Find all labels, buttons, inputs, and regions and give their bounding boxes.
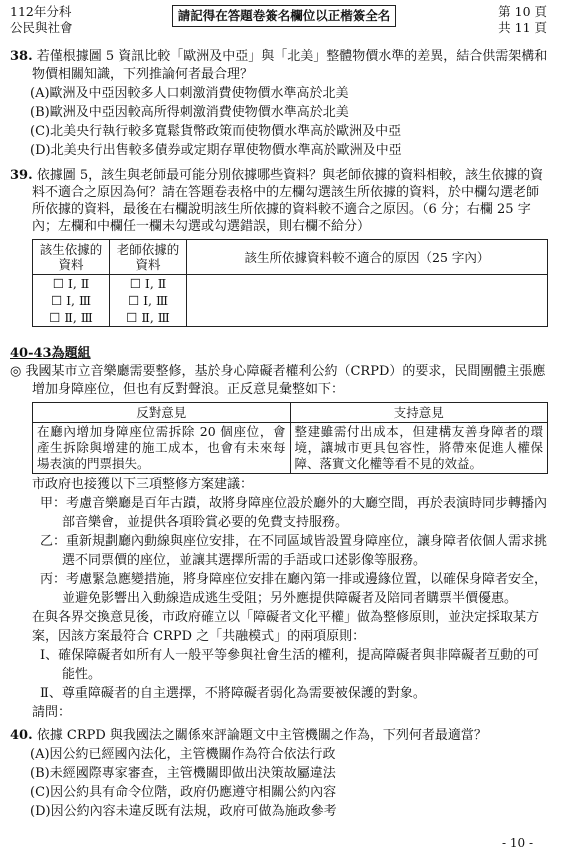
page-content bbox=[10, 48, 548, 821]
checkbox-option[interactable]: ☐ Ⅰ, Ⅲ bbox=[50, 293, 92, 308]
supporting-header: 支持意見 bbox=[290, 403, 548, 423]
option-d: (D)北美央行出售較多債券或定期存單使物價水準高於歐洲及中亞 bbox=[30, 143, 402, 158]
header-subject bbox=[10, 4, 73, 36]
opinion-table bbox=[32, 402, 548, 474]
question-number: 38. bbox=[10, 49, 33, 64]
after-text: 在與各界交換意見後，市政府確立以「障礙者文化平權」做為整修原則，並決定採取某方案，因該方案最符合 CRPD 之「共融模式」的兩項原則： bbox=[32, 610, 540, 644]
question-38 bbox=[10, 48, 548, 84]
header-page-info bbox=[498, 4, 547, 36]
option-c: (C)因公約具有命令位階，政府仍應遵守相關公約內容 bbox=[30, 785, 337, 800]
teacher-options-cell bbox=[110, 275, 187, 327]
checkbox-option[interactable]: ☐ Ⅱ, Ⅲ bbox=[49, 310, 93, 325]
plan-jia: 甲：考慮音樂廳是百年古蹟，故將身障座位設於廳外的大廳空間，再於表演時同步轉播內部音樂會，並提供各項聆賞必要的免費支持服務。 bbox=[40, 496, 548, 530]
opposing-header: 反對意見 bbox=[33, 403, 291, 423]
question-number: 39. bbox=[10, 168, 33, 183]
checkbox-option[interactable]: ☐ Ⅰ, Ⅲ bbox=[127, 293, 169, 308]
question-39 bbox=[10, 167, 548, 235]
student-options-cell bbox=[33, 275, 110, 327]
option-b: (B)未經國際專家審查，主管機關即做出決策故屬違法 bbox=[30, 766, 336, 781]
col-reason-header: 該生所依據資料較不適合的原因（25 字內） bbox=[187, 240, 548, 275]
question-stem: 依據圖 5，該生與老師最可能分別依據哪些資料？與老師依據的資料相較，該生依據的資料不適合之原因為何？請在答題卷表格中的左欄勾選該生所依據的資料，於中欄勾選老師所依據的資料，最後在右欄說明該生所依據的資料較不適合之原因。（6 分；右欄 25 字內；左欄和中欄任一欄未勾選或勾選錯誤，則右欄不給分） bbox=[32, 168, 544, 234]
question-stem: 依據 CRPD 與我國法之關係來評論題文中主管機關之作為，下列何者最適當？ bbox=[36, 728, 487, 743]
opposing-text: 在廳內增加身障座位需拆除 20 個座位，會產生拆除與增建的施工成本，也會有未來每場表演的門票損失。 bbox=[33, 423, 291, 474]
plans-intro: 市政府也接獲以下三項整修方案建議： bbox=[32, 477, 254, 492]
col-teacher-header: 老師依據的資料 bbox=[110, 240, 187, 275]
principle-2: Ⅱ、尊重障礙者的自主選擇，不將障礙者弱化為需要被保護的對象。 bbox=[40, 686, 426, 701]
option-a: (A)因公約已經國內法化，主管機關作為符合依法行政 bbox=[30, 747, 336, 762]
group-intro: ◎ 我國某市立音樂廳需要整修，基於身心障礙者權利公約（CRPD）的要求，民間團體主張應增加身障座位，但也有反對聲浪。正反意見彙整如下： bbox=[10, 364, 546, 397]
subject-name: 公民與社會 bbox=[10, 20, 73, 35]
checkbox-option[interactable]: ☐ Ⅰ, Ⅱ bbox=[129, 276, 167, 291]
question-group-label: 40-43為題組 bbox=[10, 346, 91, 361]
question-number: 40. bbox=[10, 728, 33, 743]
signature-notice: 請記得在答題卷簽名欄位以正楷簽全名 bbox=[172, 5, 396, 27]
supporting-text: 整建雖需付出成本，但建構友善身障者的環境，讓城市更具包容性，將帶來促進人權保障、落實文化權等看不見的效益。 bbox=[290, 423, 548, 474]
principle-1: Ⅰ、確保障礙者如所有人一般平等參與社會生活的權利，提高障礙者與非障礙者互動的可能性。 bbox=[40, 648, 540, 682]
page-current: 第 10 頁 bbox=[498, 4, 547, 19]
page-total: 共 11 頁 bbox=[498, 20, 547, 35]
checkbox-option[interactable]: ☐ Ⅱ, Ⅲ bbox=[126, 310, 170, 325]
page-number: - 10 - bbox=[501, 836, 533, 850]
option-a: (A)歐洲及中亞因較多人口刺激消費使物價水準高於北美 bbox=[30, 86, 349, 101]
option-b: (B)歐洲及中亞因較高所得刺激消費使物價水準高於北美 bbox=[30, 105, 349, 120]
answer-table bbox=[32, 239, 548, 327]
question-stem: 若僅根據圖 5 資訊比較「歐洲及中亞」與「北美」整體物價水準的差異，結合供需架構和物價相關知識，下列推論何者最合理？ bbox=[32, 49, 548, 82]
option-d: (D)因公約內容未違反既有法規，政府可做為施政參考 bbox=[30, 804, 337, 819]
exam-year: 112年分科 bbox=[10, 4, 72, 19]
reason-answer-cell[interactable] bbox=[187, 275, 548, 327]
ask-label: 請問： bbox=[32, 705, 72, 720]
col-student-header: 該生依據的資料 bbox=[33, 240, 110, 275]
plan-bing: 丙：考慮緊急應變措施，將身障座位安排在廳內第一排或邊緣位置，以確保身障者安全，並避免影響出入動線造成逃生受阻；另外應提供障礙者及陪同者購票半價優惠。 bbox=[40, 572, 548, 606]
checkbox-option[interactable]: ☐ Ⅰ, Ⅱ bbox=[52, 276, 90, 291]
question-40 bbox=[10, 726, 548, 745]
plan-yi: 乙：重新規劃廳內動線與座位安排，在不同區域皆設置身障座位，讓身障者依個人需求挑選不同票價的座位，並讓其選擇所需的手語或口述影像等服務。 bbox=[40, 534, 548, 568]
option-c: (C)北美央行執行較多寬鬆貨幣政策而使物價水準高於歐洲及中亞 bbox=[30, 124, 402, 139]
